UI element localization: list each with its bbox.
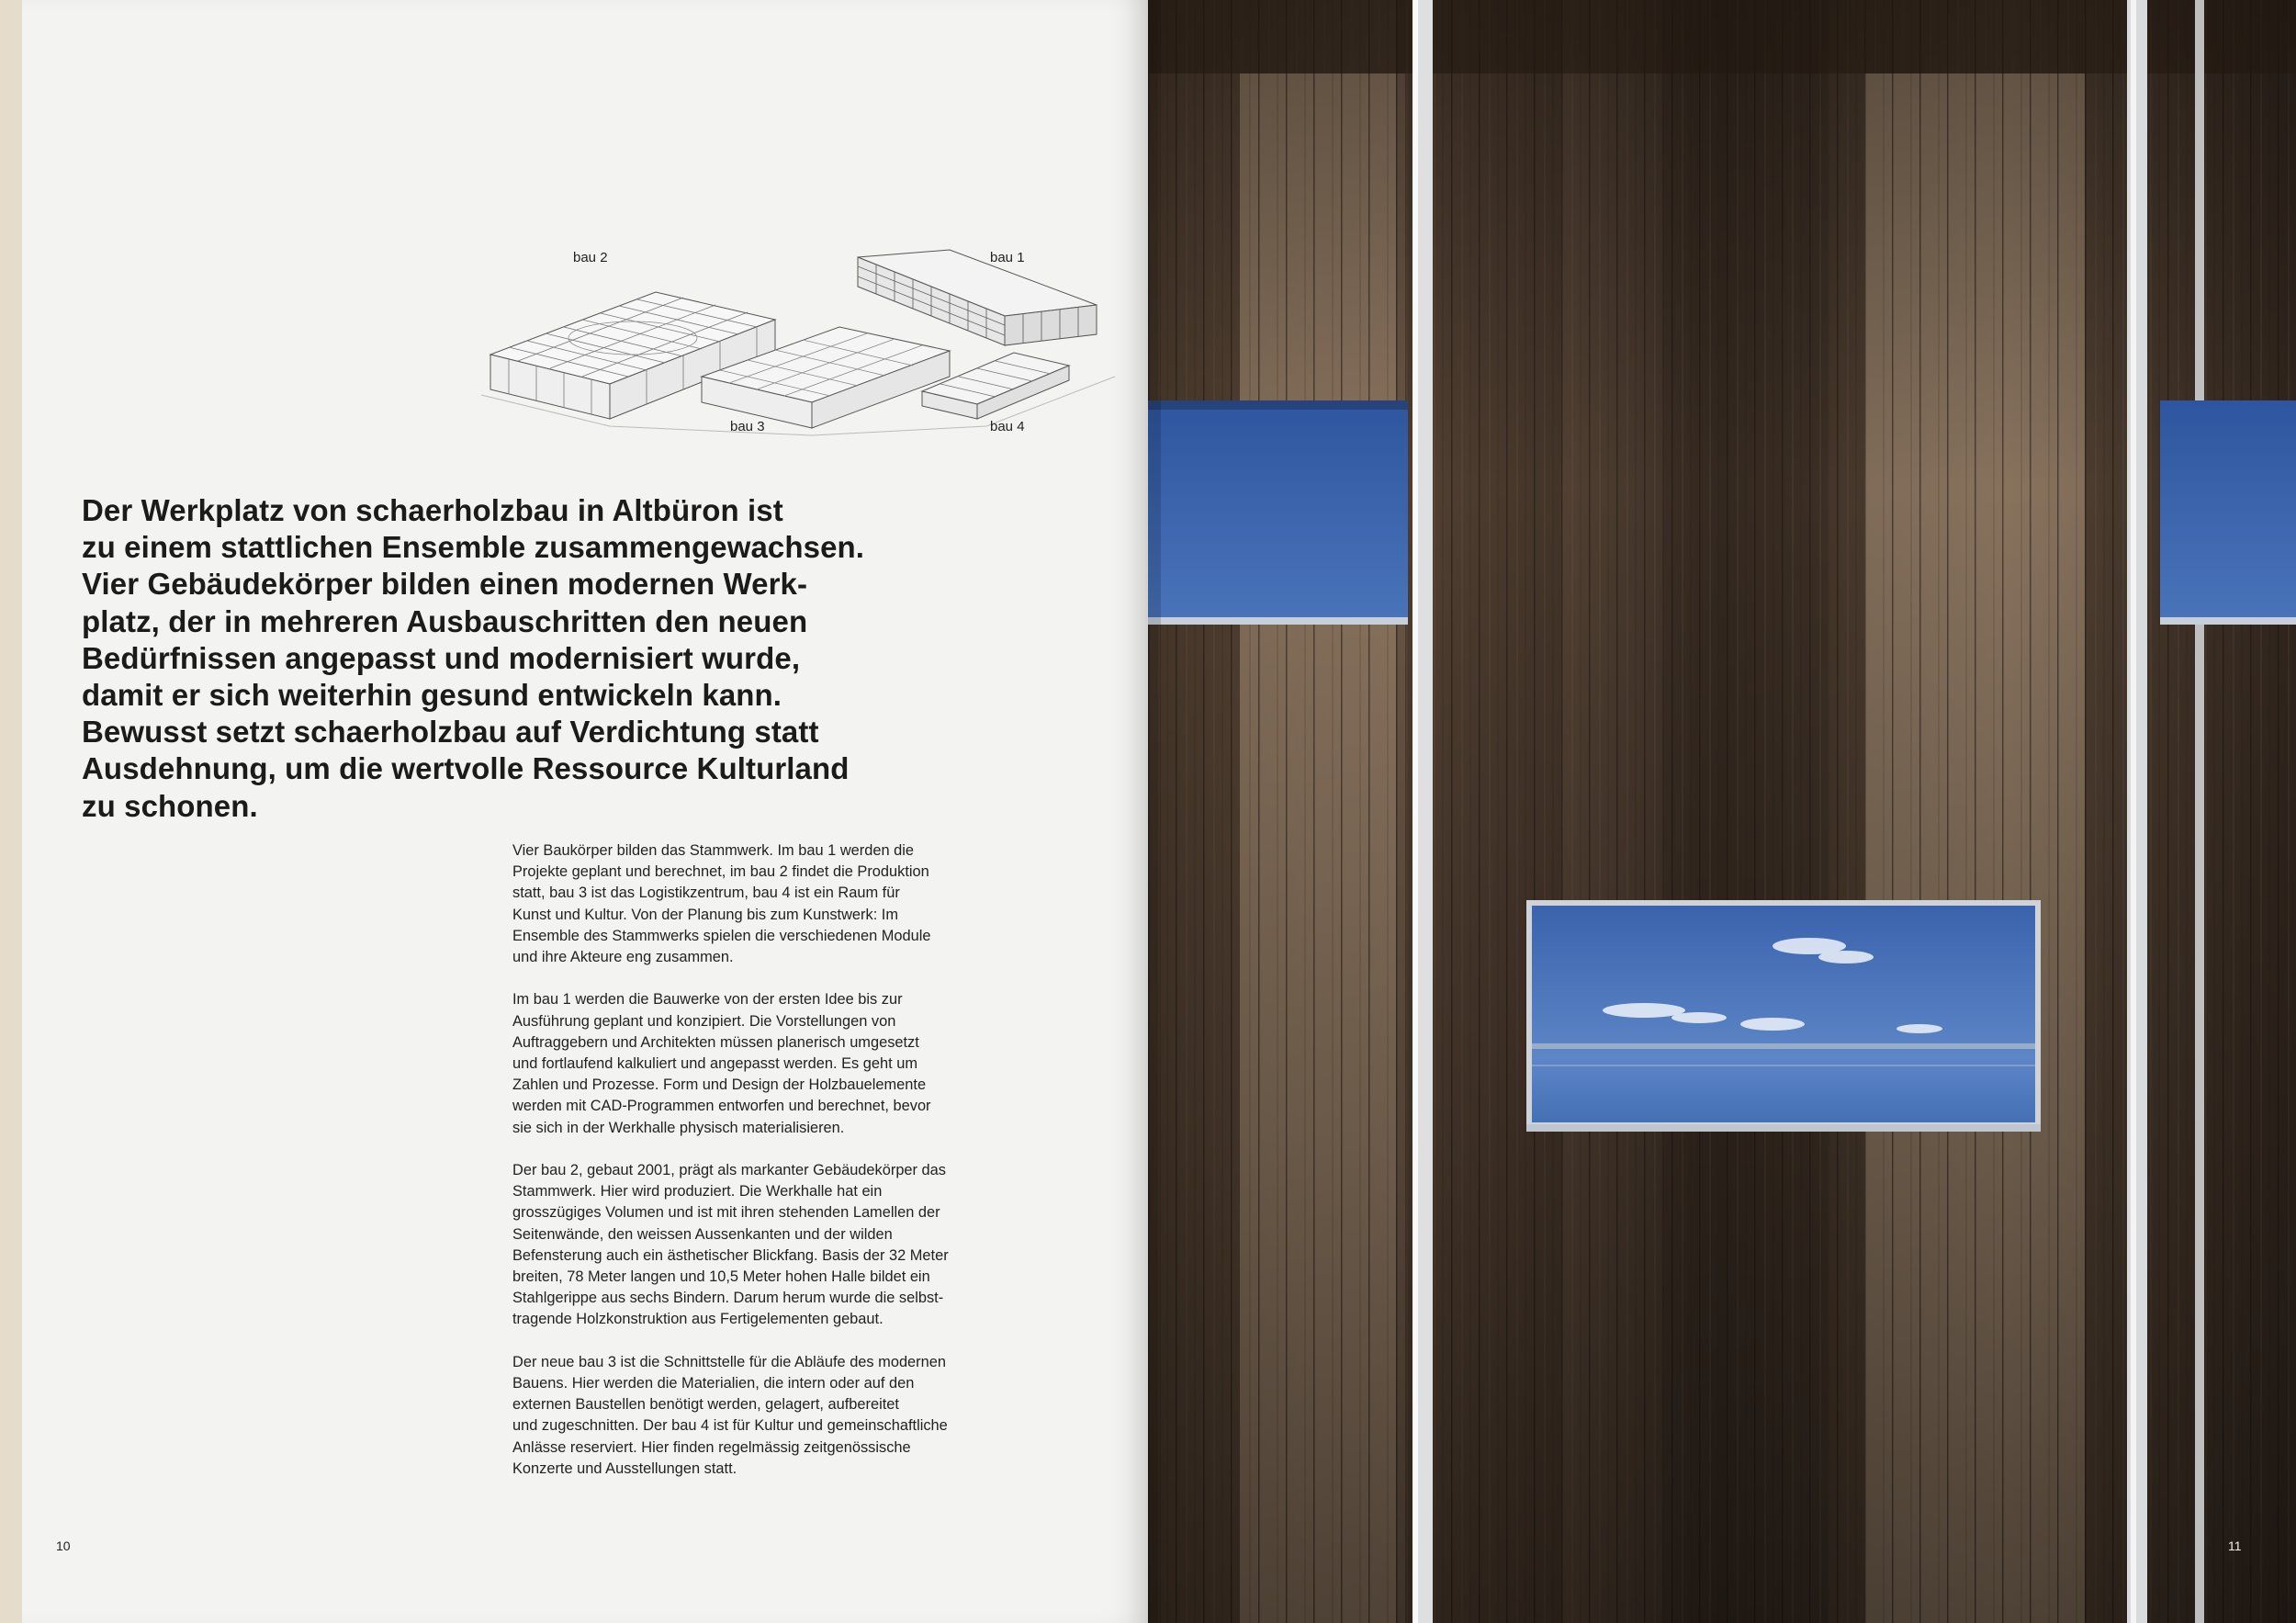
body-paragraph — [512, 1352, 1027, 1480]
bau-2-label: bau 2 — [573, 250, 608, 265]
text-line: Seitenwände, den weissen Aussenkanten und der wilden — [512, 1225, 893, 1243]
left-page — [22, 0, 1148, 1623]
text-line: Zahlen und Prozesse. Form und Design der Holzbauelemente — [512, 1076, 927, 1094]
text-line: Der neue bau 3 ist die Schnittstelle für die Abläufe des modernen — [512, 1353, 946, 1370]
text-line: und fortlaufend kalkuliert und angepasst werden. Es geht um — [512, 1055, 918, 1073]
text-line: werden mit CAD-Programmen entworfen und berechnet, bevor — [512, 1098, 931, 1115]
lead-line: damit er sich weiterhin gesund entwickeln kann. — [82, 678, 782, 713]
bau-3-label: bau 3 — [730, 419, 765, 434]
body-paragraph — [512, 989, 1027, 1138]
axonometric-site-diagram — [472, 239, 1133, 450]
lead-line: zu schonen. — [82, 788, 258, 823]
text-line: Der bau 2, gebaut 2001, prägt als markanter Gebäudekörper das — [512, 1162, 946, 1179]
body-paragraph — [512, 1160, 1027, 1331]
building-axonometry-drawing — [472, 239, 1133, 450]
text-line: Vier Baukörper bilden das Stammwerk. Im bau 1 werden die — [512, 842, 915, 859]
lead-line: platz, der in mehreren Ausbauschritten den neuen — [82, 603, 808, 638]
lead-line: Ausdehnung, um die wertvolle Ressource Kulturland — [82, 751, 850, 786]
text-line: Bauens. Hier werden die Materialien, die intern oder auf den — [512, 1375, 915, 1392]
text-line: statt, bau 3 ist das Logistikzentrum, bau 4 ist ein Raum für — [512, 885, 900, 902]
bau-1-label: bau 1 — [990, 250, 1025, 265]
text-line: grosszügiges Volumen und ist mit ihren stehenden Lamellen der — [512, 1204, 940, 1222]
text-line: und ihre Akteure eng zusammen. — [512, 949, 734, 966]
wooden-facade-image — [1148, 0, 2296, 1623]
text-line: breiten, 78 Meter langen und 10,5 Meter hohen Halle bildet ein — [512, 1268, 930, 1286]
lead-paragraph — [82, 492, 908, 825]
text-line: Stammwerk. Hier wird produziert. Die Werkhalle hat ein — [512, 1183, 883, 1200]
lead-line: Bedürfnissen angepasst und modernisiert wurde, — [82, 640, 801, 675]
facade-photo — [1148, 0, 2296, 1623]
text-line: Auftraggebern und Architekten müssen planerisch umgesetzt — [512, 1033, 919, 1051]
lead-line: Der Werkplatz von schaerholzbau in Altbüron ist — [82, 493, 783, 527]
lead-line: Bewusst setzt schaerholzbau auf Verdichtung statt — [82, 715, 819, 750]
text-line: Im bau 1 werden die Bauwerke von der ersten Idee bis zur — [512, 991, 903, 1009]
text-line: Kunst und Kultur. Von der Planung bis zum Kunstwerk: Im — [512, 906, 899, 923]
text-line: Anlässe reserviert. Hier finden regelmässig zeitgenössische — [512, 1438, 911, 1456]
lead-line: Vier Gebäudekörper bilden einen modernen Werk- — [82, 567, 808, 602]
text-line: Ausführung geplant und konzipiert. Die Vorstellungen von — [512, 1012, 896, 1030]
page-number-left: 10 — [56, 1538, 71, 1553]
text-line: Projekte geplant und berechnet, im bau 2 findet die Produktion — [512, 863, 929, 881]
text-line: Ensemble des Stammwerks spielen die verschiedenen Module — [512, 927, 931, 944]
page-number-right: 11 — [2228, 1538, 2242, 1553]
body-text-column — [512, 840, 1027, 1501]
body-paragraph — [512, 840, 1027, 968]
text-line: Konzerte und Ausstellungen statt. — [512, 1460, 737, 1477]
lead-line: zu einem stattlichen Ensemble zusammengewachsen. — [82, 530, 865, 565]
text-line: Stahlgerippe aus sechs Bindern. Darum herum wurde die selbst- — [512, 1290, 944, 1307]
text-line: und zugeschnitten. Der bau 4 ist für Kultur und gemeinschaftliche — [512, 1417, 948, 1435]
text-line: Befensterung auch ein ästhetischer Blickfang. Basis der 32 Meter — [512, 1246, 949, 1264]
bau-4-label: bau 4 — [990, 419, 1025, 434]
text-line: sie sich in der Werkhalle physisch materialisieren. — [512, 1119, 845, 1136]
text-line: tragende Holzkonstruktion aus Fertigelementen gebaut. — [512, 1311, 884, 1328]
text-line: externen Baustellen benötigt werden, gelagert, aufbereitet — [512, 1396, 899, 1414]
